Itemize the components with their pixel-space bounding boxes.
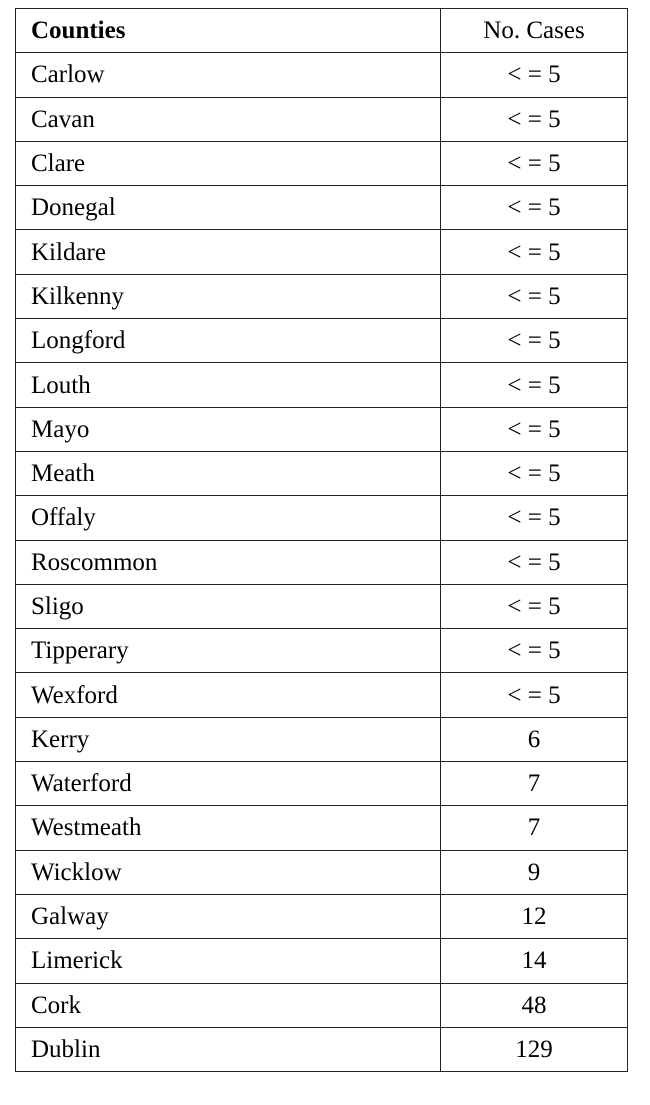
county-cases-table-container	[15, 8, 628, 1072]
cases-cell: 7	[441, 762, 628, 806]
cases-cell: 14	[441, 939, 628, 983]
county-cell: Wicklow	[16, 850, 441, 894]
county-cell: Kilkenny	[16, 274, 441, 318]
table-row	[16, 1027, 628, 1071]
county-cell: Carlow	[16, 53, 441, 97]
cases-cell: < = 5	[441, 141, 628, 185]
county-cell: Waterford	[16, 762, 441, 806]
table-row	[16, 407, 628, 451]
table-row	[16, 363, 628, 407]
cases-cell: 7	[441, 806, 628, 850]
cases-cell: 9	[441, 850, 628, 894]
table-row	[16, 806, 628, 850]
table-row	[16, 230, 628, 274]
cases-cell: < = 5	[441, 274, 628, 318]
cases-cell: < = 5	[441, 319, 628, 363]
county-cell: Wexford	[16, 673, 441, 717]
county-cell: Kildare	[16, 230, 441, 274]
county-cell: Meath	[16, 451, 441, 495]
cases-cell: 12	[441, 894, 628, 938]
cases-cell: 48	[441, 983, 628, 1027]
table-row	[16, 540, 628, 584]
table-body	[16, 53, 628, 1072]
county-cell: Limerick	[16, 939, 441, 983]
cases-cell: < = 5	[441, 97, 628, 141]
table-row	[16, 97, 628, 141]
table-row	[16, 186, 628, 230]
cases-cell: < = 5	[441, 230, 628, 274]
table-row	[16, 319, 628, 363]
table-row	[16, 451, 628, 495]
table-row	[16, 762, 628, 806]
header-counties: Counties	[16, 9, 441, 53]
cases-cell: < = 5	[441, 673, 628, 717]
cases-cell: < = 5	[441, 363, 628, 407]
county-cell: Offaly	[16, 496, 441, 540]
county-cell: Cork	[16, 983, 441, 1027]
county-cell: Longford	[16, 319, 441, 363]
table-row	[16, 53, 628, 97]
county-cell: Mayo	[16, 407, 441, 451]
county-cell: Louth	[16, 363, 441, 407]
county-cell: Dublin	[16, 1027, 441, 1071]
county-cell: Sligo	[16, 584, 441, 628]
table-row	[16, 673, 628, 717]
header-no-cases: No. Cases	[441, 9, 628, 53]
cases-cell: < = 5	[441, 186, 628, 230]
cases-cell: < = 5	[441, 629, 628, 673]
table-row	[16, 141, 628, 185]
cases-cell: 6	[441, 717, 628, 761]
county-cell: Galway	[16, 894, 441, 938]
table-row	[16, 584, 628, 628]
cases-cell: < = 5	[441, 53, 628, 97]
table-row	[16, 717, 628, 761]
table-row	[16, 629, 628, 673]
county-cell: Westmeath	[16, 806, 441, 850]
county-cell: Tipperary	[16, 629, 441, 673]
cases-cell: < = 5	[441, 407, 628, 451]
table-row	[16, 939, 628, 983]
table-row	[16, 983, 628, 1027]
cases-cell: < = 5	[441, 584, 628, 628]
table-row	[16, 496, 628, 540]
county-cell: Donegal	[16, 186, 441, 230]
cases-cell: < = 5	[441, 451, 628, 495]
cases-cell: < = 5	[441, 540, 628, 584]
county-cell: Cavan	[16, 97, 441, 141]
cases-cell: < = 5	[441, 496, 628, 540]
cases-cell: 129	[441, 1027, 628, 1071]
table-row	[16, 894, 628, 938]
county-cases-table	[15, 8, 628, 1072]
table-header-row	[16, 9, 628, 53]
table-row	[16, 850, 628, 894]
county-cell: Kerry	[16, 717, 441, 761]
table-row	[16, 274, 628, 318]
county-cell: Clare	[16, 141, 441, 185]
county-cell: Roscommon	[16, 540, 441, 584]
